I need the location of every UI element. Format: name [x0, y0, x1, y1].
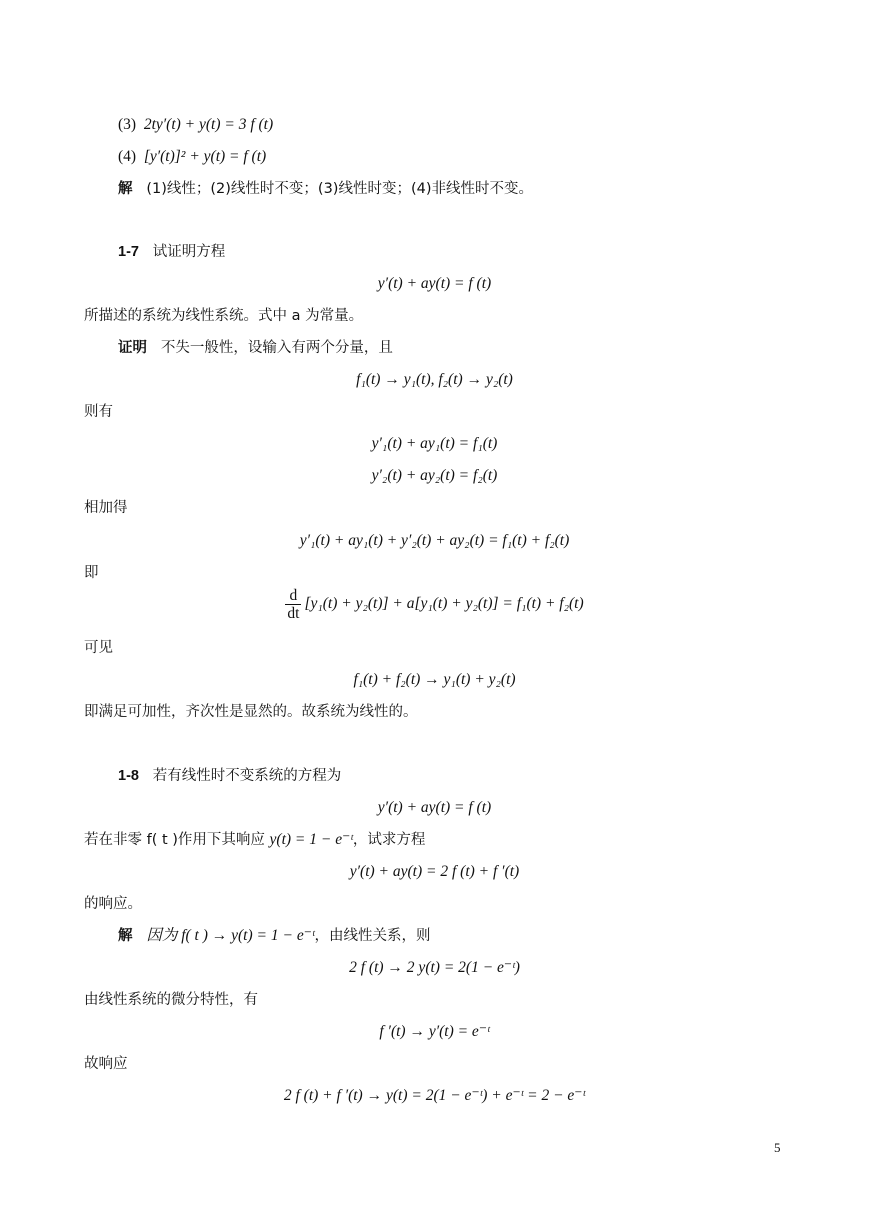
equation-derivative — [0, 586, 869, 622]
text-add: 相加得 — [84, 500, 128, 516]
problem-number: 1-8 — [118, 768, 139, 784]
problem-1-8-heading — [118, 766, 341, 786]
condition-line: 若在非零 f( t )作用下其响应 y(t) = 1 − e⁻ᵗ，试求方程 — [84, 831, 426, 848]
solution-text: (1)线性；(2)线性时不变；(3)线性时变；(4)非线性时不变。 — [146, 181, 533, 197]
item-4-equation: [y′(t)]² + y(t) = f (t) — [143, 148, 267, 165]
text-response: 的响应。 — [84, 896, 142, 912]
solution-label: 解 — [118, 181, 133, 197]
derivative-expression: [y₁(t) + y₂(t)] + a[y₁(t) + y₂(t)] = f₁(t) + f₂(t) — [304, 595, 584, 612]
derivative-fraction — [285, 587, 301, 622]
item-3-label: (3) — [118, 116, 137, 133]
problem-number: 1-7 — [118, 244, 139, 260]
item-3-equation: 2ty′(t) + y(t) = 3 f (t) — [143, 116, 274, 133]
text-kejian: 可见 — [84, 640, 113, 656]
text-then: 则有 — [84, 404, 113, 420]
problem-description: 所描述的系统为线性系统。式中 a 为常量。 — [84, 308, 364, 324]
problem-1-7-heading — [118, 242, 225, 262]
equation-a: y′₁(t) + ay₁(t) = f₁(t) — [371, 435, 498, 452]
solution-relation: 因为 f( t ) → y(t) = 1 − e⁻ᵗ — [146, 927, 315, 944]
proof-label: 证明 — [118, 340, 147, 356]
equation-2f: 2 f (t) → 2 y(t) = 2(1 − e⁻ᵗ) — [349, 959, 520, 976]
text-ji: 即 — [84, 565, 99, 581]
equation-fprime: f ′(t) → y′(t) = e⁻ᵗ — [379, 1023, 490, 1040]
solution-label: 解 — [118, 928, 133, 944]
item-3 — [118, 115, 273, 135]
equation-result: f₁(t) + f₂(t) → y₁(t) + y₂(t) — [353, 671, 516, 688]
item-4-label: (4) — [118, 148, 137, 165]
problem-title: 若有线性时不变系统的方程为 — [152, 768, 342, 784]
text-gu: 故响应 — [84, 1056, 128, 1072]
response-equation: y(t) = 1 − e⁻ᵗ — [269, 831, 353, 848]
page-number: 5 — [774, 1140, 781, 1155]
problem-title: 试证明方程 — [152, 244, 226, 260]
equation-target: y′(t) + ay(t) = 2 f (t) + f ′(t) — [349, 863, 520, 880]
text-differential: 由线性系统的微分特性，有 — [84, 992, 258, 1008]
fraction-numerator: d — [285, 587, 301, 605]
fraction-denominator: dt — [287, 604, 300, 622]
equation-main-1-7: y′(t) + ay(t) = f (t) — [377, 275, 492, 292]
conclusion-text: 即满足可加性，齐次性是显然的。故系统为线性的。 — [84, 704, 418, 720]
equation-inputs: f₁(t) → y₁(t), f₂(t) → y₂(t) — [356, 371, 513, 388]
proof-line — [118, 338, 393, 358]
equation-final: 2 f (t) + f ′(t) → y(t) = 2(1 − e⁻ᵗ) + e⁻ᵗ = 2 − e⁻ᵗ — [283, 1087, 586, 1104]
solution-1-8: 解 因为 f( t ) → y(t) = 1 − e⁻ᵗ，由线性关系，则 — [118, 927, 431, 944]
equation-main-1-8: y′(t) + ay(t) = f (t) — [377, 799, 492, 816]
equation-sum: y′₁(t) + ay₁(t) + y′₂(t) + ay₂(t) = f₁(t) + f₂(t) — [299, 532, 570, 549]
equation-b: y′₂(t) + ay₂(t) = f₂(t) — [371, 467, 498, 484]
item-4 — [118, 147, 266, 167]
proof-text: 不失一般性，设输入有两个分量，且 — [160, 340, 393, 356]
solution-1 — [118, 179, 533, 199]
